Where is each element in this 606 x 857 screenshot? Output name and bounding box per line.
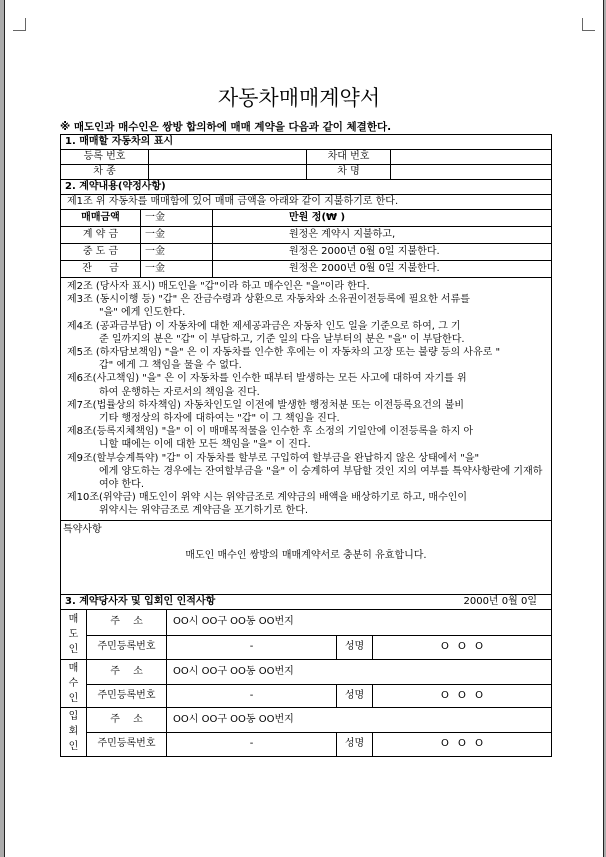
- contract-date: 2000년 0월 0일: [463, 595, 537, 607]
- party-address-row: [87, 610, 551, 636]
- payment-row: [61, 244, 551, 261]
- payment-amount: 一金: [141, 227, 213, 243]
- party-label-char: 인: [68, 643, 79, 655]
- party-label: [61, 708, 87, 756]
- margin-corner-mark: [13, 18, 26, 31]
- chassis-number-label: 차대 번호: [307, 150, 391, 164]
- section2-heading: 2. 계약내용(약정사항): [61, 180, 551, 195]
- article-continuation: 위약시는 위약금조로 계약금을 포기하기로 한다.: [99, 505, 309, 517]
- payment-row: [61, 261, 551, 278]
- id-number-value[interactable]: -: [167, 733, 337, 756]
- article: [69, 320, 549, 346]
- article: [69, 425, 549, 451]
- vehicle-row-2: [61, 165, 551, 180]
- party-label-char: 인: [68, 741, 79, 753]
- payment-label: 매매금액: [61, 210, 141, 226]
- address-label: 주 소: [87, 660, 167, 684]
- payment-amount: 一金: [141, 210, 213, 226]
- id-number-value[interactable]: -: [167, 685, 337, 707]
- vehicle-name-label: 차 명: [307, 165, 391, 179]
- party-label-char: 회: [68, 726, 79, 738]
- section3-header: [61, 595, 551, 610]
- party-seller: [61, 610, 551, 660]
- payment-desc: 원정은 계약시 지불하고,: [289, 229, 396, 240]
- article: [69, 293, 549, 319]
- address-value[interactable]: OO시 OO구 OO동 OO번지: [173, 616, 294, 628]
- party-id-row: [87, 636, 551, 659]
- article: [69, 491, 549, 517]
- article-1: 제1조 위 자동차를 매매함에 있어 매매 금액을 아래와 같이 지불하기로 한다.: [61, 195, 551, 210]
- article-text: 제10조(위약금) 매도인이 위약 시는 위약금조로 계약금의 배액을 배상하기로 하고, 매수인이: [67, 492, 468, 504]
- party-label: [61, 610, 87, 659]
- article-continuation: 갑" 에게 그 책임을 물을 수 없다.: [99, 360, 242, 372]
- payment-row: [61, 210, 551, 227]
- id-number-value[interactable]: -: [167, 636, 337, 659]
- article-continuation: 하여 운행하는 자로서의 책임을 진다.: [99, 386, 260, 398]
- party-label-char: 수: [68, 677, 79, 689]
- article: [69, 399, 549, 425]
- payment-desc: 만원 정(₩ ): [289, 212, 346, 223]
- article-text: 제8조(등록지체책임) "을" 이 이 매매목적물을 인수한 후 소정의 기일안에 이전등록을 하지 아: [67, 426, 474, 438]
- payment-amount: 一金: [141, 244, 213, 260]
- vehicle-row-1: [61, 150, 551, 165]
- articles-block: [61, 278, 551, 521]
- reg-number-label: 등록 번호: [61, 150, 149, 164]
- section3-heading: 3. 계약당사자 및 입회인 인적사항: [65, 595, 216, 607]
- id-number-label: 주민등록번호: [87, 733, 167, 756]
- id-number-label: 주민등록번호: [87, 636, 167, 659]
- payment-row: [61, 227, 551, 244]
- special-terms-label: 특약사항: [63, 523, 102, 535]
- name-value[interactable]: O O O: [441, 738, 483, 750]
- article-continuation: 니할 때에는 이에 대한 모든 책임을 "을" 이 진다.: [99, 439, 311, 451]
- party-label: [61, 660, 87, 707]
- address-value[interactable]: OO시 OO구 OO동 OO번지: [173, 713, 294, 725]
- party-address-row: [87, 660, 551, 685]
- vehicle-type-label: 차 종: [61, 165, 149, 179]
- article-continuation: 기타 행정상의 하자에 대하여는 "갑" 이 그 책임을 진다.: [99, 413, 340, 425]
- name-value[interactable]: O O O: [441, 641, 483, 653]
- reg-number-field[interactable]: [149, 150, 307, 164]
- article-continuation: 에게 양도하는 경우에는 잔여할부금을 "을" 이 승계하여 부담할 것인 지의 여부를 특약사항란에 기재하여야 한다.: [99, 465, 543, 491]
- party-id-row: [87, 733, 551, 756]
- payment-label: 잔 금: [61, 261, 141, 277]
- margin-corner-mark: [582, 18, 595, 31]
- article-text: 제7조(법률상의 하자책임) 자동차인도일 이전에 발생한 행정처분 또는 이전등록요건의 불비: [67, 399, 465, 411]
- special-terms-text: 매도인 매수인 쌍방의 매매계약서로 충분히 유효합니다.: [185, 549, 427, 561]
- payment-label: 계 약 금: [61, 227, 141, 243]
- party-label-char: 매: [68, 613, 79, 625]
- document-title: 자동차매매계약서: [217, 86, 381, 110]
- payment-label: 중 도 금: [61, 244, 141, 260]
- article-text: 제3조 (동시이행 등) "갑" 은 잔금수령과 상환으로 자동차와 소유권이전등록에 필요한 서류를: [67, 294, 470, 306]
- article: [69, 372, 549, 398]
- article-continuation: 준 일까지의 분은 "갑" 이 부담하고, 기준 일의 다음 날부터의 분은 "을" 이 부담한다.: [99, 333, 465, 345]
- party-witness: [61, 708, 551, 756]
- article: [69, 346, 549, 372]
- article-text: 제5조 (하자담보책임) "을" 은 이 자동차를 인수한 후에는 이 자동차의 고장 또는 불량 등의 사유로 ": [67, 347, 501, 359]
- party-label-char: 입: [68, 711, 79, 723]
- party-address-row: [87, 708, 551, 733]
- payment-amount: 一金: [141, 261, 213, 277]
- special-terms: [61, 521, 551, 595]
- article-text: 제4조 (공과금부담) 이 자동차에 대한 제세공과금은 자동차 인도 일을 기준으로 하여, 그 기: [67, 320, 461, 332]
- article: [69, 280, 549, 293]
- article-text: 제9조(할부승계특약) "갑" 이 자동차를 할부로 구입하여 할부금을 완납하지 않은 상태에서 "을": [67, 452, 480, 464]
- address-label: 주 소: [87, 708, 167, 732]
- chassis-number-field[interactable]: [391, 150, 551, 164]
- party-id-row: [87, 685, 551, 707]
- address-label: 주 소: [87, 610, 167, 635]
- contract-form: [60, 134, 552, 757]
- article-continuation: "을" 에게 인도한다.: [99, 307, 186, 319]
- id-number-label: 주민등록번호: [87, 685, 167, 707]
- payment-desc: 원정은 2000년 0월 0일 지불한다.: [289, 246, 440, 257]
- vehicle-type-field[interactable]: [149, 165, 307, 179]
- article: [69, 452, 549, 492]
- section1-heading: 1. 매매할 자동차의 표시: [61, 135, 551, 150]
- vehicle-name-field[interactable]: [391, 165, 551, 179]
- party-label-char: 도: [68, 628, 79, 640]
- article-text: 제2조 (당사자 표시) 매도인을 "갑"이라 하고 매수인은 "을"이라 한다.: [67, 281, 370, 292]
- name-value[interactable]: O O O: [441, 689, 483, 701]
- party-label-char: 인: [68, 692, 79, 704]
- name-label: 성명: [337, 733, 373, 756]
- party-label-char: 매: [68, 662, 79, 674]
- article-text: 제6조(사고책임) "을" 은 이 자동차를 인수한 때부터 발생하는 모든 사고에 대하여 자기를 위: [67, 373, 467, 385]
- party-buyer: [61, 660, 551, 708]
- payment-desc: 원정은 2000년 0월 0일 지불한다.: [289, 263, 440, 274]
- name-label: 성명: [337, 685, 373, 707]
- agreement-notice: ※ 매도인과 매수인은 쌍방 합의하에 매매 계약을 다음과 같이 체결한다.: [60, 121, 392, 133]
- name-label: 성명: [337, 636, 373, 659]
- address-value[interactable]: OO시 OO구 OO동 OO번지: [173, 665, 294, 677]
